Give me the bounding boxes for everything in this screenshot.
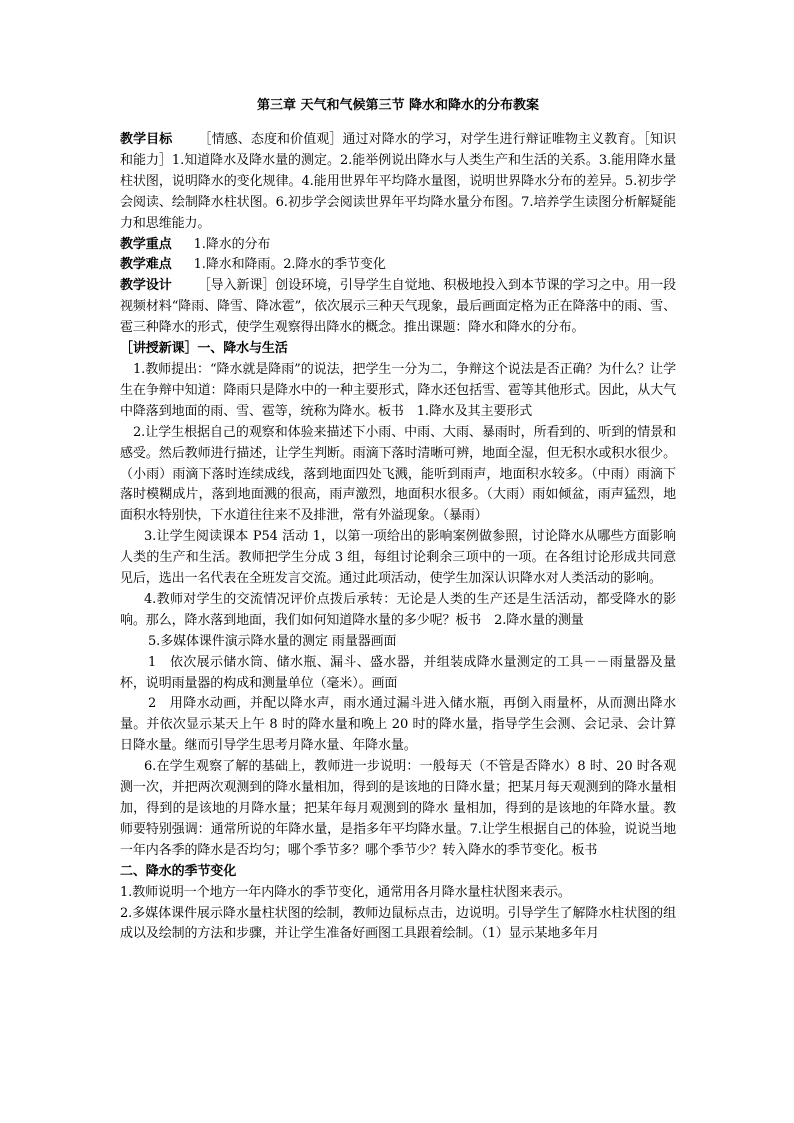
section-heading-1: ［讲授新课］一、降水与生活 — [120, 341, 288, 357]
paragraph-7: 2 用降水动画，并配以降水声，雨水通过漏斗进入储水瓶，再倒入雨量杯，从而测出降水量。并依次显示某天上午 8 时的降水量和晚上 20 时的降水量，指导学生会测、会记录、会计算日降水量。继而引导学生思考月降水量、年降水量。 — [120, 696, 676, 754]
teaching-difficulties — [120, 255, 676, 276]
document-page — [120, 98, 676, 945]
paragraph-1: 1.教师提出：“降水就是降雨”的说法，把学生一分为二，争辩这个说法是否正确？为什么？让学生在争辩中知道：降雨只是降水中的一种主要形式，降水还包括雪、雹等其他形式。因此，从大气中降落到地面的雨、雪、雹等，统称为降水。板书 1.降水及其主要形式 — [120, 361, 676, 419]
teaching-difficulties-label: 教学难点 — [120, 257, 172, 273]
teaching-goals-label: 教学目标 — [120, 132, 173, 147]
teaching-design-text: ［导入新课］创设环境，引导学生自觉地、积极地投入到本节课的学习之中。用一段视频材料“降雨、降雪、降冰雹”，依次展示三种天气现象，最后画面定格为正在降落中的雨、雪、雹三种降水的形式，使学生观察得出降水的概念。推出课题：降水和降水的分布。 — [120, 278, 676, 336]
teaching-goals — [120, 130, 676, 235]
section-heading-2: 二、降水的季节变化 — [120, 863, 237, 879]
paragraph-8: 6.在学生观察了解的基础上，教师进一步说明：一般每天（不管是否降水）8 时、20 时各观测一次，并把两次观测到的降水量相加，得到的是该地的日降水量；把某月每天观测到的降水量相加，得到的是该地的月降水量；把某年每月观测到的降水 量相加，得到的是该地的年降水量。教师要特别强调：通常所说的年降水量，是指多年平均降水量。7.让学生根据自己的体验，说说当地一年内各季的降水是否均匀；哪个季节多？哪个季节少？转入降水的季节变化。板书 — [120, 759, 676, 858]
teaching-key-points-text: 1.降水的分布 — [193, 236, 271, 252]
teaching-design-label: 教学设计 — [120, 278, 172, 294]
paragraph-10: 2.多媒体课件展示降水量柱状图的绘制，教师边鼠标点击，边说明。引导学生了解降水柱状图的组成以及绘制的方法和步骤，并让学生准备好画图工具跟着绘制。（1）显示某地多年月 — [120, 905, 676, 942]
paragraph-5: 5.多媒体课件演示降水量的测定 雨量器画面 — [148, 633, 397, 649]
document-title: 第三章 天气和气候第三节 降水和降水的分布教案 — [256, 98, 540, 113]
paragraph-2: 2.让学生根据自己的观察和体验来描述下小雨、中雨、大雨、暴雨时，所看到的、听到的情景和感受。然后教师进行描述，让学生判断。雨滴下落时清晰可辨，地面全湿，但无积水或积水很少。（小雨）雨滴下落时连续成线，落到地面四处飞溅，能听到雨声，地面积水较多。（中雨）雨滴下落时模糊成片，落到地面溅的很高，雨声激烈，地面积水很多。（大雨）雨如倾盆，雨声猛烈，地面积水特别快，下水道往往来不及排泄，常有外溢现象。（暴雨） — [120, 424, 676, 524]
paragraph-9: 1.教师说明一个地方一年内降水的季节变化，通常用各月降水量柱状图来表示。 — [120, 884, 571, 900]
teaching-key-points-label: 教学重点 — [120, 236, 172, 252]
teaching-key-points — [120, 235, 676, 256]
paragraph-3: 3.让学生阅读课本 P54 活动 1，以第一项给出的影响案例做参照，讨论降水从哪些方面影响人类的生产和生活。教师把学生分成 3 组，每组讨论剩余三项中的一项。在各组讨论形成共同意见后，选出一名代表在全班发言交流。通过此项活动，使学生加深认识降水对人类活动的影响。 — [120, 529, 676, 587]
teaching-goals-text: ［情感、态度和价值观］通过对降水的学习，对学生进行辩证唯物主义教育。［知识和能力］1.知道降水及降水量的测定。2.能举例说出降水与人类生产和生活的关系。3.能用降水量柱状图，说明降水的变化规律。4.能用世界年平均降水量图，说明世界降水分布的差异。5.初步学会阅读、绘制降水柱状图。6.初步学会阅读世界年平均降水量分布图。7.培养学生读图分析解疑能力和思维能力。 — [120, 132, 676, 231]
teaching-difficulties-text: 1.降水和降雨。2.降水的季节变化 — [193, 257, 386, 273]
teaching-design — [120, 276, 676, 339]
paragraph-6: 1 依次展示储水筒、储水瓶、漏斗、盛水器，并组装成降水量测定的工具－－雨量器及量杯，说明雨量器的构成和测量单位（毫米）。画面 — [120, 654, 676, 691]
paragraph-4: 4.教师对学生的交流情况评价点拨后承转：无论是人类的生产还是生活活动，都受降水的影响。那么，降水落到地面，我们如何知道降水量的多少呢？板书 2.降水量的测量 — [120, 591, 676, 628]
